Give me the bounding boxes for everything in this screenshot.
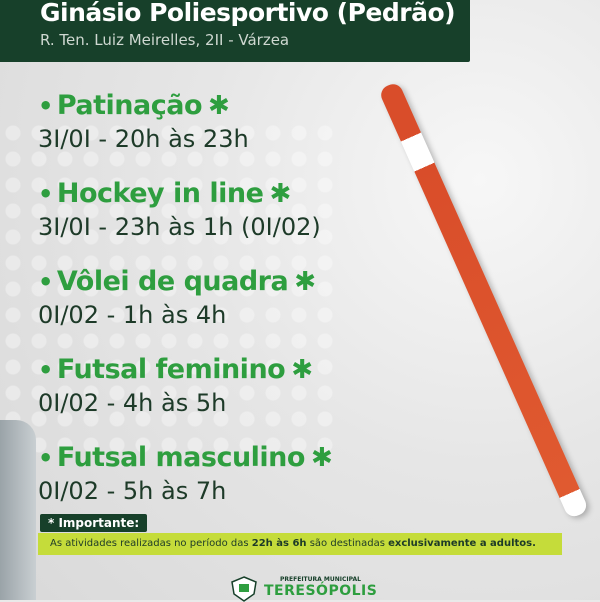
bullet-icon: • [38,180,53,208]
star-icon: ✱ [208,91,230,121]
star-icon: ✱ [294,267,316,297]
event-time: 0I/02 - 4h às 5h [38,389,227,417]
notice-text-before: As atividades realizadas no período das [50,538,252,549]
event-name: Patinação [56,90,203,121]
logo-text [264,576,377,599]
city-logo [230,576,377,602]
bullet-icon: • [38,268,53,296]
notice-emphasis: exclusivamente a adultos. [388,538,536,549]
event-item [38,264,332,336]
event-time: 0I/02 - 1h às 4h [38,301,227,329]
event-list [38,88,332,528]
header-banner [0,0,470,62]
bullet-icon: • [38,356,53,384]
event-time: 0I/02 - 5h às 7h [38,477,227,505]
event-item [38,440,332,512]
event-name: Futsal feminino [56,354,286,385]
venue-title: Ginásio Poliesportivo (Pedrão) [40,0,456,27]
event-item [38,352,332,424]
notice-text-middle: são destinadas [306,538,389,549]
event-title [38,176,332,212]
star-icon: ✱ [310,443,333,473]
notice-hours: 22h às 6h [251,538,307,549]
star-icon: ✱ [291,355,313,385]
event-title [38,352,332,388]
event-title [38,88,332,124]
event-name: Vôlei de quadra [56,266,289,297]
crest-icon [230,576,258,602]
venue-address: R. Ten. Luiz Meirelles, 2II - Várzea [40,31,290,49]
bullet-icon: • [38,444,53,472]
important-label: * Importante: [40,514,147,532]
logo-small-text: PREFEITURA MUNICIPAL [280,576,361,583]
event-time: 3I/0I - 23h às 1h (0I/02) [38,213,321,241]
bullet-icon: • [38,92,53,120]
star-icon: ✱ [269,179,291,209]
event-name: Futsal masculino [56,442,305,473]
event-item [38,176,332,248]
event-name: Hockey in line [56,178,264,209]
event-title [38,440,332,476]
person-silhouette [0,420,36,600]
event-item [38,88,332,160]
event-time: 3I/0I - 20h às 23h [38,125,249,153]
notice-bar [38,533,562,555]
event-title [38,264,332,300]
logo-big-text: TERESÓPOLIS [264,583,378,599]
